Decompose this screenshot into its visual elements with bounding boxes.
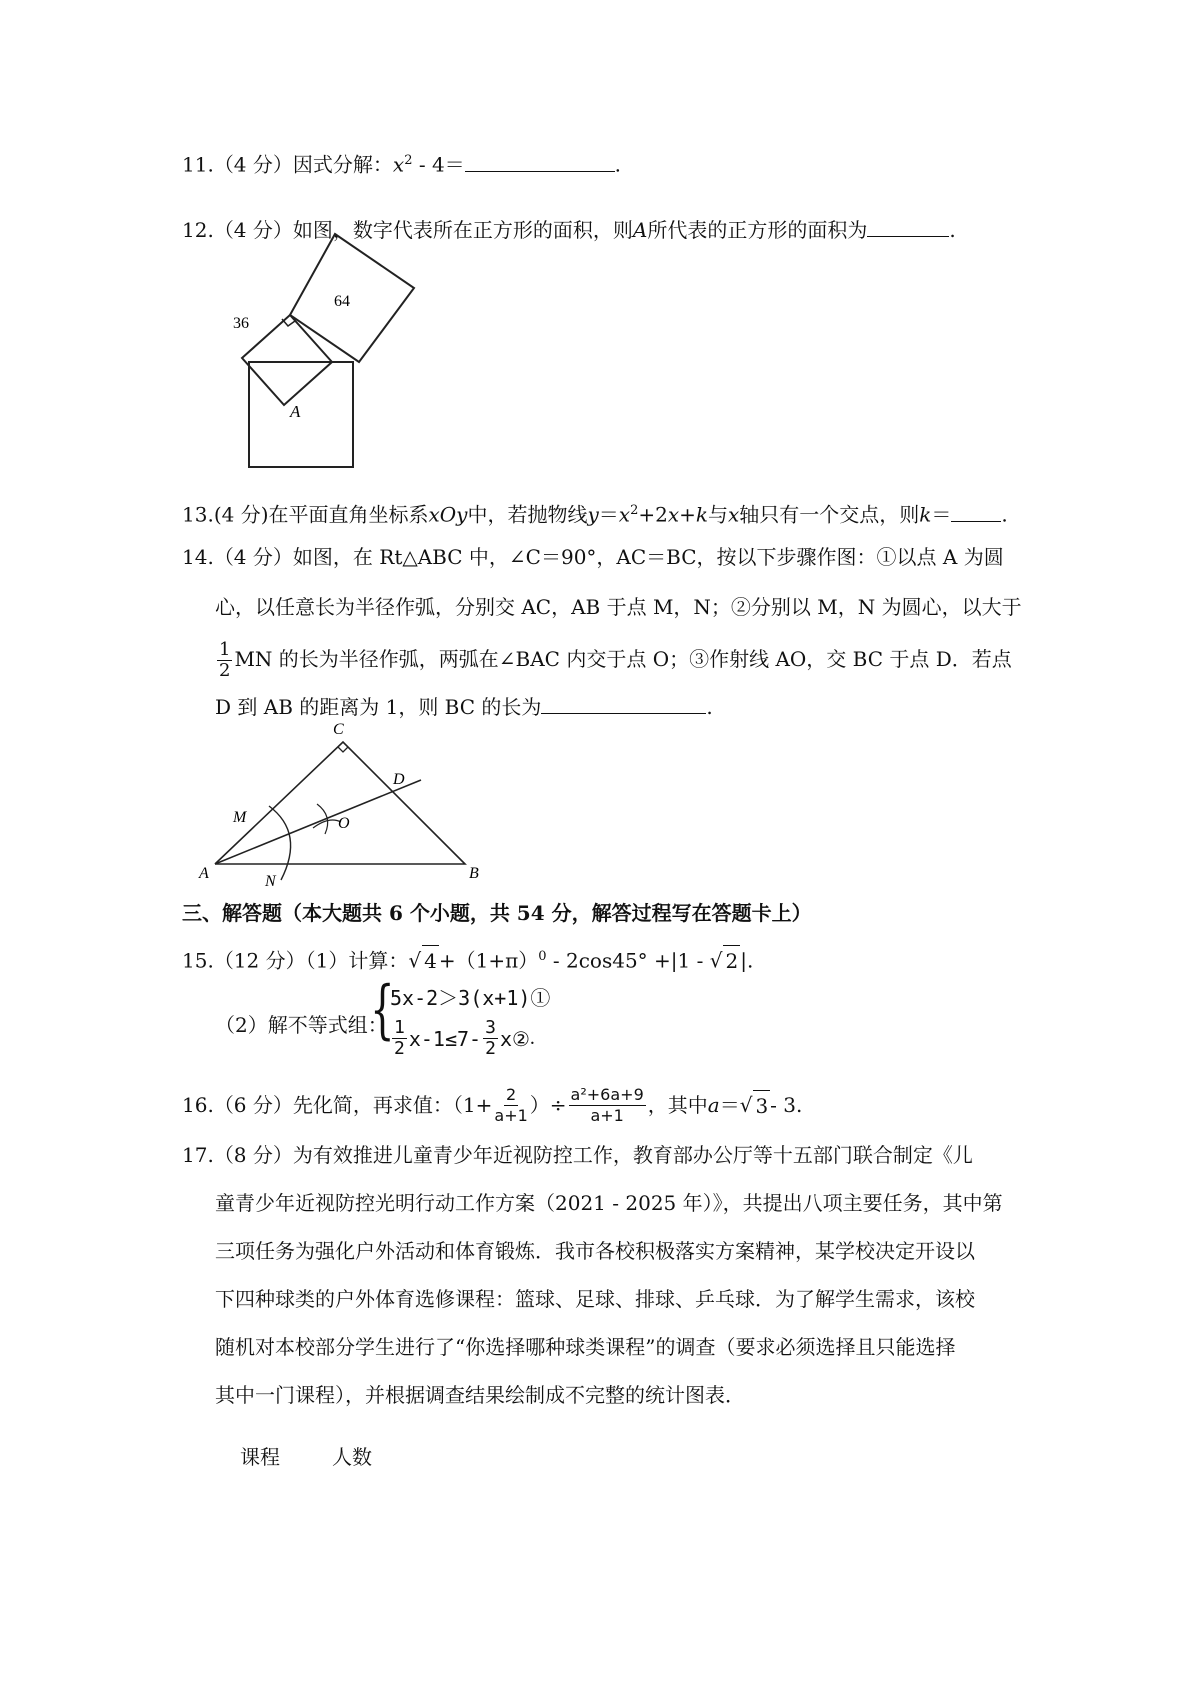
right-angle-mark (338, 747, 348, 752)
label-c: C (333, 721, 344, 738)
fraction-half: $\frac{1}{2}$ (219, 639, 231, 681)
label-n: N (265, 873, 276, 890)
system-brace: { (370, 973, 395, 1047)
question-17-line-4: 下四种球类的户外体育选修课程：篮球、足球、排球、乒乓球．为了解学生需求，该校 (215, 1287, 975, 1311)
question-12: 12.（4 分）如图，数字代表所在正方形的面积，则A所代表的正方形的面积为 . (182, 214, 956, 245)
label-36: 36 (233, 315, 249, 332)
square-36 (242, 315, 332, 405)
question-14-line-2: 心，以任意长为半径作弧，分别交 AC，AB 于点 M，N；②分别以 M，N 为圆心，以大于 (215, 595, 1022, 619)
question-15-part-1: 15.（12 分）（1）计算：√ $4 +(1+\pi)^0 - 2\cos 45^\circ +|1$ - √ 2 |. (182, 942, 753, 976)
section-heading: 三、解答题（本大题共 6 个小题，共 54 分，解答过程写在答题卡上） (182, 901, 812, 925)
pythagoras-squares-figure (190, 230, 420, 480)
triangle-construction-figure (195, 718, 495, 890)
answer-blank[interactable] (951, 499, 1001, 522)
question-17-line-1: 17.（8 分）为有效推进儿童青少年近视防控工作，教育部办公厅等十五部门联合制定《儿 (182, 1143, 973, 1167)
question-14-line-4: D 到 AB 的距离为 1，则 BC 的长为 . (215, 691, 713, 722)
label-64: 64 (334, 293, 350, 310)
label-o: O (338, 815, 350, 832)
question-11: 11.（4 分）因式分解：$x^2 - 4=$ . (182, 146, 621, 180)
label-d: D (393, 771, 405, 788)
table-header-course: 课程 (240, 1445, 280, 1469)
label-a: A (290, 402, 301, 421)
square-a (249, 362, 353, 467)
question-14-line-1: 14.（4 分）如图，在 Rt△ABC 中，∠C＝90°，AC＝BC，按以下步骤作图：①以点 A 为圆 (182, 545, 1004, 569)
question-14-line-3: $\frac{1}{2}$ MN 的长为半径作弧，两弧在∠BAC 内交于点 O；③作射线 AO，交 BC 于点 D．若点 (219, 639, 1012, 681)
label-m: M (233, 809, 247, 826)
answer-blank[interactable] (541, 691, 706, 714)
question-17-line-6: 其中一门课程），并根据调查结果绘制成不完整的统计图表． (215, 1383, 745, 1407)
label-a: A (199, 865, 209, 882)
square-64 (290, 234, 414, 362)
question-17-line-5: 随机对本校部分学生进行了“你选择哪种球类课程”的调查（要求必须选择且只能选择 (215, 1335, 956, 1359)
answer-blank[interactable] (465, 149, 615, 172)
arc-mn (269, 806, 291, 880)
answer-blank[interactable] (867, 214, 949, 237)
question-16: 16. （6 分） 先化简，再求值：（1+ $\frac{2}{a+1}$ ）÷ $\frac{\text{a²+6a+9}}{a+1}$ ，其中 a ＝ √ 3 - 3. (182, 1084, 803, 1125)
inequality-2: $\frac{1}{2}$ x-1≤7- $\frac{3}{2}$ x② . (394, 1017, 535, 1059)
label-b: B (469, 865, 479, 882)
inequality-1: 5x-2＞3(x+1)① (390, 986, 551, 1010)
triangle-abc (215, 742, 465, 864)
question-15-part-2-label: （2）解不等式组： (215, 1013, 388, 1037)
question-17-line-3: 三项任务为强化户外活动和体育锻炼．我市各校积极落实方案精神，某学校决定开设以 (215, 1239, 975, 1263)
question-17-line-2: 童青少年近视防控光明行动工作方案（2021 - 2025 年）》，共提出八项主要任务，其中第 (215, 1191, 1003, 1215)
table-header-count: 人数 (332, 1445, 372, 1469)
question-13: 13.(4 分)在平面直角坐标系xOy中，若抛物线$y=x^2+2x+k$与x轴只有一个交点，则k＝ . (182, 496, 1008, 530)
